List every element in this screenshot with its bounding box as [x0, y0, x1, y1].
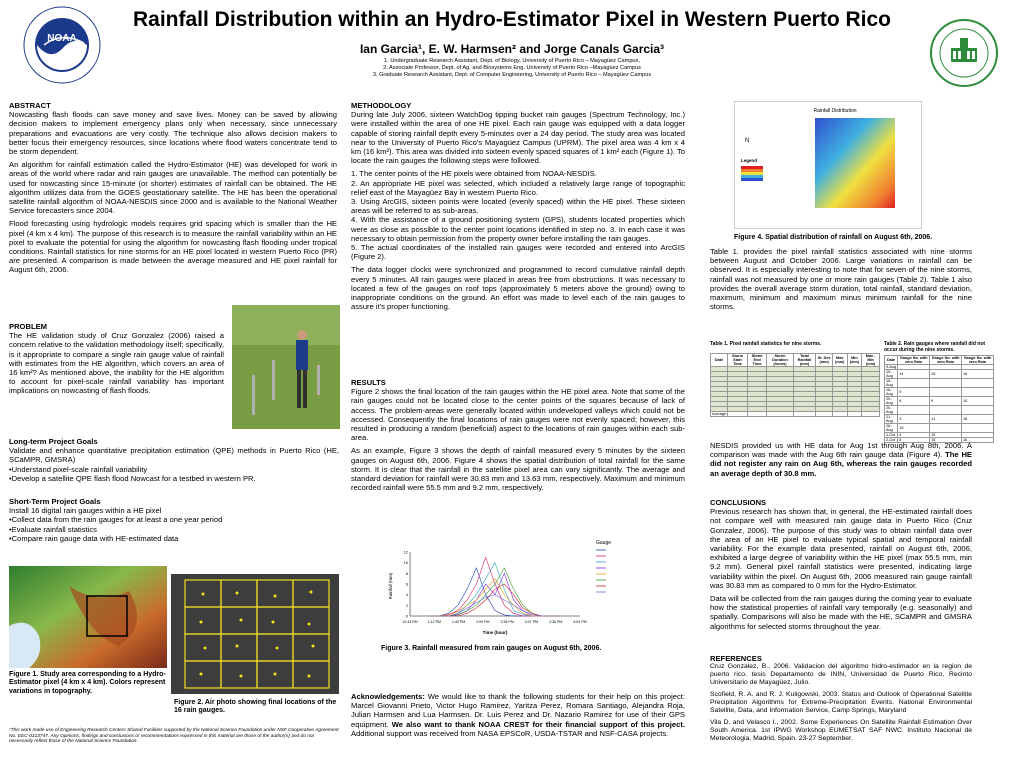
x-axis-label: Time (hour) — [482, 630, 508, 635]
conclusions-section — [710, 498, 972, 635]
table-header: Date — [711, 354, 728, 367]
references-section — [710, 655, 972, 747]
acknowledgements-section — [351, 692, 685, 738]
table-row — [885, 388, 994, 397]
reference-item: Scofield, R. A. and R. J. Kuligowski, 2003. Status and Outlook of Operational Satellite Precipitation Algorithms for Extreme-Precipitation Events. National Environmental Satellite, Data, and Information Service, Camp Springs, Maryland — [710, 691, 972, 714]
results-p1: Figure 2 shows the final location of the rain gauges within the HE pixel area. Note that some of the rain gauges could not be located close to the center points of the squares because of lack of access. The problem-areas were generally located within undeveloped valleys which could not be accessed. Consequently the final locations of rain gauges were not evenly spaced; however, this resulted in producing a random (beneficial) aspect to the locations of rain gauges within each sub-area. — [351, 387, 685, 443]
acknowledgements-heading: Acknowledgements: — [351, 692, 425, 701]
left-column — [9, 101, 337, 279]
short-term-line: •Collect data from the rain gauges for at least a one year period — [9, 515, 223, 525]
table-cell: 4 — [898, 433, 930, 438]
table-cell: 15 — [930, 438, 962, 443]
legend-title: Legend — [741, 158, 758, 163]
authors: Ian Garcia¹, E. W. Harmsen² and Jorge Canals Garcia³ — [359, 42, 665, 56]
table-cell — [898, 406, 930, 415]
table-cell — [962, 406, 994, 415]
figure-4-caption: Figure 4. Spatial distribution of rainfall on August 6th, 2006. — [734, 234, 933, 241]
table-header: Storm Start Time — [728, 354, 748, 367]
results-p2: As an example, Figure 3 shows the depth of rainfall measured every 5 minutes by the sixteen gauges on August 6th, 2006. Figure 4 shows the spatial distribution of total rainfall for the same storm. It is clear that the rainfall in the satellite pixel area can vary significantly. The average and standard deviation for rainfall were 30.83 mm and 13.63 mm, respectively. Maximum and minimum recorded rainfall were 55.5 mm and 9.2 mm, respectively. — [351, 446, 685, 493]
x-tick-label: 2:38 PM — [500, 620, 514, 624]
y-axis-label: Rainfall (mm) — [388, 572, 393, 600]
figure-3-chart — [384, 538, 624, 638]
series-line — [430, 584, 560, 616]
table-cell: 1-Oct — [885, 433, 898, 438]
table-1 — [710, 341, 880, 417]
table-header: Max - Min (mm) — [862, 354, 880, 367]
figure-4-map — [734, 101, 922, 229]
methodology-step: 4. With the assistance of a ground positioning system (GPS), students located properties which were as close as possible to the center point locations identified in step no. 3. In each case it was necessary to obtain permission from the property owner before installing the rain gauges. — [351, 215, 685, 243]
short-term-heading: Short-Term Project Goals — [9, 497, 101, 506]
table-row — [885, 379, 994, 388]
x-tick-label: 1:40 PM — [451, 620, 466, 624]
table-cell: 20-Aug — [885, 406, 898, 415]
table-cell: 8 — [898, 397, 930, 406]
x-tick-label: 3:36 PM — [549, 620, 563, 624]
reference-item: Cruz Gonzalez, B., 2006. Validacion del algoritmo hidro-estimador en la region de puerto rico. tesis Departamento de ININ, Universidad de Puerto Rico, Recinto Universitario de Mayagüez, Julio. — [710, 663, 972, 686]
x-tick-label: 4:04 PM — [573, 620, 587, 624]
table-header: Date — [885, 356, 898, 365]
nesdis-paragraph — [710, 441, 972, 478]
table-header: Total Rainfall (mm) — [793, 354, 816, 367]
affiliation-2: 2. Associate Professor, Dept. of Ag. and Biosystems Eng. University of Puerto Rico –Mayagüez Campus — [383, 65, 641, 72]
conclusions-p2: Data will be collected from the rain gauges during the coming year to evaluate how the statistical properties of rainfall vary temporally (e.g. seasonally) and spatially. Comparisons will also be made with the HE, SCaMPR and GMSRA algorithms for selected storms throughout the year. — [710, 594, 972, 631]
table-cell: 2-Oct — [885, 438, 898, 443]
table-row — [885, 424, 994, 433]
y-tick-label: 2 — [405, 602, 408, 608]
y-tick-labels — [404, 550, 409, 619]
abstract-p3: Flood forecasting using hydrologic models requires grid spacing which is smaller than the HE pixel (4 km x 4 km). The purpose of this research is to measure the rainfall variability within an HE pixel to evaluate the potential for using the algorithm for nowcasting flash flooding under tropical conditions. Rainfall statistics for nine storms for an HE pixel located in western Puerto Rico (PR) are presented. A comparison is made between the average measured and HE pixel rainfall for August 6th, 2006. — [9, 219, 337, 275]
table-cell: 3 — [898, 415, 930, 424]
legend — [596, 550, 606, 592]
methodology-step: 2. An appropriate HE pixel was selected, which included a relatively large range of topographic relief east of the Mayagüez Bay in western Puerto Rico. — [351, 178, 685, 197]
results-section — [351, 378, 685, 496]
x-tick-label: 12:43 PM — [402, 620, 418, 624]
x-tick-label: 3:07 PM — [524, 620, 539, 624]
table-cell: 11 — [930, 415, 962, 424]
table-cell: 9-Aug — [886, 365, 897, 369]
references-heading: REFERENCES — [710, 654, 762, 663]
figure-2-air-photo — [171, 574, 339, 694]
x-tick-label: 1:12 PM — [427, 620, 441, 624]
table-cell: 16 — [962, 438, 994, 443]
legend-title: Gauge — [596, 540, 612, 546]
acknowledgements-bold: We also want to thank NOAA CREST for their financial support of this project. — [391, 719, 685, 729]
table-cell — [962, 379, 994, 388]
table-2-title: Table 2. Rain gauges where rainfall did not occur during the nine storms. — [884, 341, 986, 353]
table-cell: 20-Aug — [885, 397, 898, 406]
university-seal-logo — [929, 18, 999, 88]
methodology-step: 1. The center points of the HE pixels were obtained from NOAA-NESDIS. — [351, 169, 597, 179]
methodology-p1: During late July 2006, sixteen WatchDog tipping bucket rain gauges (Spectrum Technology, Inc.) were installed within the area of one HE pixel. Each rain gauge was equipped with a data logger capable of storing rainfall depth every 5-minutes over a 24 day period. The study area was located near to the University of Puerto Rico's Mayagüez Campus (UPRM). The pixel area was 4 km x 4 km (16 km²). This area was divided into sixteen evenly spaced squares of 1 km² each (Figure 1). To locate the rain gauges the following steps were followed. — [351, 110, 685, 166]
y-tick-label: 12 — [403, 549, 408, 555]
series-line — [430, 568, 560, 616]
long-term-line: •Understand pixel-scale rainfall variability — [9, 464, 148, 474]
y-tick-label: 6 — [405, 581, 408, 587]
short-term-line: •Evaluate rainfall statistics — [9, 524, 97, 534]
table-cell — [962, 424, 994, 433]
table-header: Gauge No. with zero Rain — [962, 356, 994, 365]
problem-text: The HE validation study of Cruz Gonzalez (2006) raised a concern relative to the validation methodology itself; specifically, is it appropriate to compare a single rain gauge value of rainfall with estimates from the HE algorithm, which covers an area of 16 km²? As mentioned above, the inability for the HE algorithm to account for pixel-scale rainfall variability has important implications on nowcasting of flash floods. — [9, 331, 224, 396]
table-cell: 26-Aug — [885, 424, 898, 433]
problem-heading: PROBLEM — [9, 322, 47, 331]
long-term-goals — [9, 437, 339, 483]
table-cell: 15 — [930, 370, 962, 379]
table-row — [885, 397, 994, 406]
table-row — [885, 370, 994, 379]
table-cell: 5 — [898, 438, 930, 443]
methodology-step: 3. Using ArcGIS, sixteen points were located (evenly spaced) within the HE pixel. These sixteen areas will be referred to as sub-areas. — [351, 197, 685, 216]
rainfall-line-chart — [384, 538, 624, 638]
svg-text:N: N — [745, 138, 750, 144]
table-cell: 15 — [930, 433, 962, 438]
table-cell — [930, 379, 962, 388]
abstract-heading: ABSTRACT — [9, 101, 51, 110]
affiliations — [0, 58, 1024, 80]
table-header: St. Dev (mm) — [816, 354, 832, 367]
table-footer-label: Average — [712, 412, 727, 416]
table-cell: 18-Aug — [885, 388, 898, 397]
table-cell — [930, 424, 962, 433]
nesdis-text: NESDIS provided us with HE data for Aug 1st through Aug 8th, 2006. A comparison was made with the Aug 6th rain gauge data (Figure 4). — [710, 441, 972, 460]
table-cell — [898, 379, 930, 388]
table-row — [885, 415, 994, 424]
y-tick-label: 4 — [405, 592, 408, 598]
problem-section — [9, 322, 224, 400]
table-cell: 21-Aug — [885, 415, 898, 424]
short-term-goals — [9, 497, 339, 543]
series-lines — [430, 557, 560, 616]
footnote: ¹This work made use of Engineering Research Centers Shared Facilities supported by the National Science Foundation under NSF Cooperative Agreement No. EEC-0313747. Any Opinions, findings and conclusions or recommendations expressed in this material are those of the author(s) and do not necessarily reflect those of the National Science Foundation. — [9, 728, 339, 745]
table-header: Storm Duration (hours) — [767, 354, 793, 367]
table-cell — [962, 388, 994, 397]
figure-1-caption: Figure 1. Study area corresponding to a Hydro-Estimator pixel (4 km x 4 km). Colors represent variations in topography. — [9, 671, 166, 695]
conclusions-heading: CONCLUSIONS — [710, 498, 767, 507]
long-term-line: Validate and enhance quantitative precipitation estimation (QPE) methods in Puerto Rico (HE, SCaMPR, GMSRA) — [9, 446, 339, 465]
long-term-heading: Long-term Project Goals — [9, 437, 98, 446]
table-1-grid — [710, 353, 880, 417]
affiliation-1: 1. Undergraduate Research Assistant, Dept. of Biology, University of Puerto Rico – Mayagüez Campus, — [384, 58, 640, 64]
short-term-line: Install 16 digital rain gauges within a HE pixel — [9, 506, 162, 516]
table-cell — [930, 406, 962, 415]
table-header: Storm End Time — [747, 354, 766, 367]
table-header: Max (mm) — [832, 354, 847, 367]
table-cell: 16 — [962, 415, 994, 424]
figure-2-caption: Figure 2. Air photo showing final locations of the 16 rain gauges. — [174, 699, 337, 715]
table-cell: 10 — [962, 397, 994, 406]
results-heading: RESULTS — [351, 378, 386, 387]
table-cell: 9 — [898, 388, 930, 397]
table-cell: 9 — [930, 397, 962, 406]
table-cell: 15-Aug — [885, 379, 898, 388]
figure-3-caption: Figure 3. Rainfall measured from rain gauges on August 6th, 2006. — [381, 645, 602, 652]
series-line — [430, 568, 560, 616]
long-term-line: •Develop a satellite QPE flash flood Nowcast for a testbed in western PR. — [9, 473, 256, 483]
table-2-grid — [884, 355, 994, 443]
table-cell: 16 — [962, 370, 994, 379]
figure-1-topographic-map — [9, 566, 167, 668]
table-header: Gauge No. with zero Rain — [898, 356, 930, 365]
methodology-section — [351, 101, 685, 315]
table-discussion: Table 1. provides the pixel rainfall statistics associated with nine storms between August and October 2006. Large variations in rainfall can be observed. It is especially interesting to note that for seven of the nine storms, rainfall was not measured by one or more rain gauges (Table 2). Table 1 also provides the overall average storm duration, total rainfall, standard deviation, maximum, minimum and maximum minus minimum rainfall for the nine storms. — [710, 247, 972, 312]
conclusions-p1: Previous research has shown that, in general, the HE-estimated rainfall does not compare well with measured rain gauge data in Puerto Rico (Cruz Gonzalez, 2006). The purpose of this study was to obtain rainfall data over the area of an HE pixel to evaluate typical spatial and temporal rainfall variability. For the example data presented, rainfall on August 6th, 2006, exhibited a large degree of variability within the HE pixel (max 55.5 mm, min 9.2 mm). General pixel rainfall statistics were presented, indicating large variability within the pixel. On August 6th, 2006 measured rain gauge rainfall was 30.83 mm as compared to 0 mm for the Hydro-Estimator. — [710, 507, 972, 590]
y-tick-label: 8 — [405, 570, 408, 576]
y-tick-label: 0 — [405, 613, 408, 619]
nesdis-bold: The HE did not register any rain on Aug 6th, whereas the rain gauges recorded an average depth of 30.8 mm. — [710, 450, 972, 478]
table-header: Min (mm) — [847, 354, 862, 367]
abstract-p2: An algorithm for rainfall estimation called the Hydro-Estimator (HE) was developed for work in areas of the world where radar and rain gauges are unavailable. The method can potentially be used for nowcasting since 15-minute (or shorter) estimates of rainfall can be obtained. The HE algorithm utilizes data from the GOES geostationary satellite. The HE has been the operational satellite rainfall algorithm of NOAA-NESDIS since 2000 and is available to the National Weather Service forecasters since 2004. — [9, 160, 337, 216]
affiliation-3: 3. Graduate Research Assistant, Dept. of Computer Engineering, University of Puerto Rico – Mayagüez Campus — [372, 72, 652, 79]
table-cell: 14 — [898, 370, 930, 379]
methodology-p2: The data logger clocks were synchronized and programmed to record cumulative rainfall depth every 5 minutes. All rain gauges were placed in areas free from obstructions. It was necessary to located a few of the gauges on roof tops (approximately 5 meters above the ground) owing to inappropriate conditions on the ground. An effort was made to level each of the rain gauges to assure it's proper functioning. — [351, 265, 685, 312]
y-tick-label: 10 — [403, 560, 408, 566]
short-term-line: •Compare rain gauge data with HE-estimated data — [9, 533, 179, 543]
table-cell — [930, 388, 962, 397]
noaa-logo-text: NOAA — [47, 33, 77, 44]
methodology-heading: METHODOLOGY — [351, 101, 412, 110]
table-row — [885, 406, 994, 415]
table-2 — [884, 341, 994, 443]
x-tick-label: 2:09 PM — [476, 620, 490, 624]
reference-item: Vila D. and Velasco I., 2002. Some Experiences On Satellite Rainfall Estimation Over South America. 1st IPWG Workshop EUMETSAT SAF NWC. Instituto Nacional de Meteorologia, Madrid, Spain. 23-27 September. — [710, 719, 972, 742]
page-title: Rainfall Distribution within an Hydro-Estimator Pixel in Western Puerto Rico — [132, 8, 892, 31]
x-tick-labels — [402, 620, 586, 624]
table-row — [711, 412, 880, 417]
table-1-title: Table 1. Pixel rainfall statistics for nine storms. — [710, 341, 822, 347]
series-line — [430, 557, 560, 616]
table-cell: 15 — [898, 424, 930, 433]
table-header: Gauge No. with zero Rain — [930, 356, 962, 365]
table-cell: 10-Aug — [885, 370, 898, 379]
figure-4-title: Rainfall Distribution — [813, 108, 857, 114]
abstract-p1: Nowcasting flash floods can save money and save lives. Money can be saved by allowing decision makers to implement emergency plans only when necessary, since unnecessary preparations and evacuations are very costly. The technique also allows decision makers to better focus their emergency resources, since locations where flood waters concentrate tend to be storm dependent. — [9, 110, 337, 157]
acknowledgements-tail: Additional support was received from NASA EPSCoR, USDA-TSTAR and NSF-CASA projects. — [351, 728, 669, 738]
field-photo — [232, 305, 340, 429]
methodology-step: 5. The actual coordinates of the installed rain gauges were recorded and entered into ArcGIS (Figure 2). — [351, 243, 685, 262]
acknowledgements-text: We would like to thank the following students for their help on this project: Marcel Giovanni Prieto, Victor Hugo Ramirez, Yaritza Perez, Romara Santiago, Alejandra Roja, Julian Harmsen and Lua Harmsen. Dr. Luis Perez and Dr. Nazario Ramirez for use of their GPS equipment. — [351, 692, 685, 729]
